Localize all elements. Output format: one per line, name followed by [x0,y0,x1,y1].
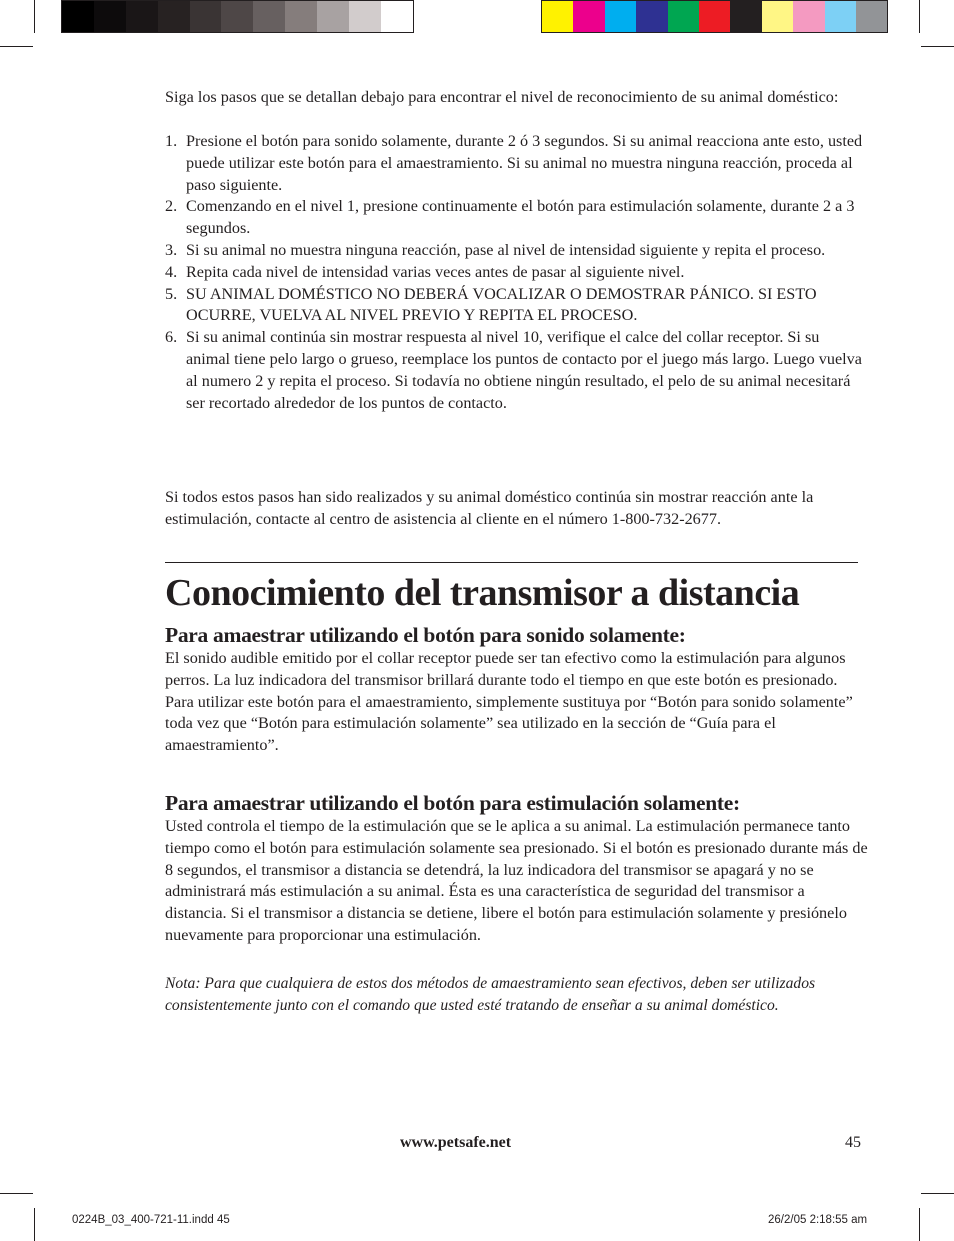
color-swatch [605,1,636,32]
step-number: 1. [165,132,178,150]
list-item [165,327,865,414]
list-item [165,284,865,328]
step-number: 4. [165,262,178,281]
crop-mark [919,1208,920,1241]
step-number: 5. [165,284,178,303]
slug-datetime: 26/2/05 2:18:55 am [768,1214,868,1226]
color-swatch [730,1,761,32]
crop-mark [34,1208,35,1241]
section-divider [165,562,858,563]
color-swatch [253,1,285,32]
note-paragraph: Nota: Para que cualquiera de estos dos métodos de amaestramiento sean efectivos, deben ser utilizados consistentemente junto con el comando que usted esté tratando de enseñar a su animal doméstico. [165,975,816,1014]
slug-file-info: 0224B_03_400-721-11.indd 45 [72,1214,230,1226]
steps-list [165,131,865,414]
color-swatch [381,1,413,32]
color-swatch [349,1,381,32]
color-swatch [825,1,856,32]
crop-mark [919,0,920,33]
page-number: 45 [845,1134,861,1151]
step-text: Si su animal no muestra ninguna reacción, pase al nivel de intensidad siguiente y repita el proceso. [186,240,826,259]
process-color-bar [541,0,888,33]
color-swatch [542,1,573,32]
list-item [165,131,865,196]
crop-mark [0,46,33,47]
section-body-stimulation: Usted controla el tiempo de la estimulación que se le aplica a su animal. La estimulación permanece tanto tiempo como el botón para estimulación solamente sea presionado. Si el botón es presionado durante más de 8 segundos, el transmisor a distancia se detendrá, la luz indicadora del transmisor se apagará y no se administrará más estimulación a su animal. Ésta es una característica de seguridad del transmisor a distancia. Si el transmisor a distancia se detiene, libere el botón para estimulación solamente y presiónelo nuevamente para proporcionar una estimulación. [165,817,868,944]
intro-paragraph: Siga los pasos que se detallan debajo para encontrar el nivel de reconocimiento de su animal doméstico: [165,88,839,106]
footer-url[interactable]: www.petsafe.net [400,1134,512,1151]
crop-mark [34,0,35,33]
list-item [165,240,865,262]
color-swatch [62,1,94,32]
color-swatch [573,1,604,32]
color-swatch [190,1,222,32]
step-text: Comenzando en el nivel 1, presione continuamente el botón para estimulación solamente, durante 2 a 3 segundos. [186,197,855,238]
grayscale-color-bar [61,0,414,33]
list-item [165,262,865,284]
closing-paragraph: Si todos estos pasos han sido realizados y su animal doméstico continúa sin mostrar reacción ante la estimulación, contacte al centro de asistencia al cliente en el número 1-800-732-2677. [165,488,814,528]
section-heading-sound: Para amaestrar utilizando el botón para sonido solamente: [165,623,686,647]
color-swatch [762,1,793,32]
step-text: Si su animal continúa sin mostrar respuesta al nivel 10, verifique el calce del collar receptor. Si su animal tiene pelo largo o grueso, reemplace los puntos de contacto por el juego más largo. Luego vuelva al numero 2 y repita el proceso. Si todavía no obtiene ningún resultado, el pelo de su animal necesitará ser recortado alrededor de los puntos de contacto. [186,328,862,412]
color-swatch [668,1,699,32]
step-text: Presione el botón para sonido solamente, durante 2 ó 3 segundos. Si su animal reacciona ante esto, usted puede utilizar este botón para el amaestramiento. Si su animal no muestra ninguna reacción, proceda al paso siguiente. [186,132,863,194]
section-body-sound: El sonido audible emitido por el collar receptor puede ser tan efectivo como la estimulación para algunos perros. La luz indicadora del transmisor brillará durante todo el tiempo en que este botón es presionado. Para utilizar este botón para el amaestramiento, simplemente sustituya por “Botón para sonido solamente” toda vez que “Botón para estimulación solamente” sea utilizado en la sección de “Guía para el amaestramiento”. [165,649,853,755]
color-swatch [94,1,126,32]
step-number: 2. [165,197,178,216]
color-swatch [285,1,317,32]
crop-mark [0,1193,33,1194]
color-swatch [699,1,730,32]
section-heading-stimulation: Para amaestrar utilizando el botón para estimulación solamente: [165,791,740,815]
color-swatch [317,1,349,32]
page-title: Conocimiento del transmisor a distancia [165,572,800,614]
color-swatch [856,1,887,32]
step-text: Repita cada nivel de intensidad varias veces antes de pasar al siguiente nivel. [186,262,685,281]
color-swatch [221,1,253,32]
color-swatch [636,1,667,32]
step-text: SU ANIMAL DOMÉSTICO NO DEBERÁ VOCALIZAR O DEMOSTRAR PÁNICO. SI ESTO OCURRE, VUELVA AL NIVEL PREVIO Y REPITA EL PROCESO. [186,284,817,325]
list-item [165,196,865,240]
step-number: 3. [165,240,178,259]
color-swatch [158,1,190,32]
crop-mark [921,1193,954,1194]
color-swatch [793,1,824,32]
step-number: 6. [165,328,178,347]
crop-mark [921,46,954,47]
color-swatch [126,1,158,32]
